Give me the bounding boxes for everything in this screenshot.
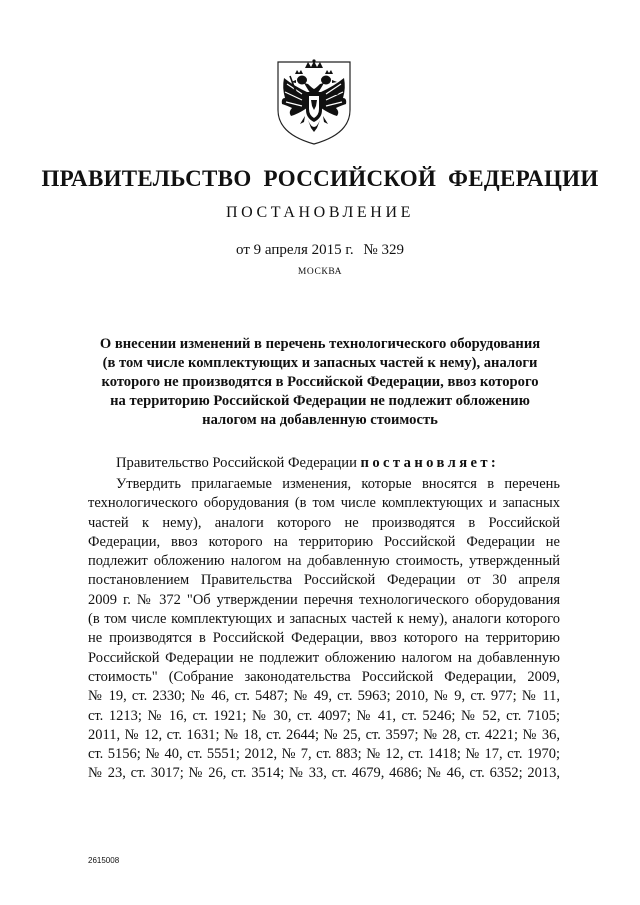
preamble-resolves: постановляет: bbox=[360, 455, 500, 471]
heading-line: О внесении изменений в перечень технологического оборудования bbox=[99, 336, 541, 352]
document-type: ПОСТАНОВЛЕНИЕ bbox=[226, 204, 414, 221]
body-line: 2009 г. № 372 "Об утверждении перечня технологического оборудования bbox=[88, 591, 560, 608]
russian-coat-of-arms-icon bbox=[274, 58, 354, 148]
preamble bbox=[116, 455, 499, 472]
body-line: (в том числе комплектующих и запасных частей к нему), аналоги которого bbox=[88, 611, 560, 628]
body-line: № 23, ст. 3017; № 26, ст. 3514; № 33, ст. 4679, 4686; № 46, ст. 6352; 2013, bbox=[88, 765, 560, 782]
heading-line: налогом на добавленную стоимость bbox=[202, 412, 438, 428]
body-line: технологического оборудования (в том числе комплектующих и запасных bbox=[88, 495, 560, 512]
body-line: постановлением Правительства Российской Федерации от 30 апреля bbox=[88, 572, 560, 589]
document-heading bbox=[70, 335, 570, 430]
body-line: Российской Федерации не подлежит обложению налогом на добавленную bbox=[88, 649, 560, 666]
body-line: 2011, № 12, ст. 1631; № 18, ст. 2644; № 25, ст. 3597; № 28, ст. 4221; № 36, bbox=[88, 726, 560, 743]
body-line: Федерации, ввоз которого на территорию Российской Федерации не bbox=[88, 533, 560, 550]
preamble-text: Правительство Российской Федерации bbox=[116, 455, 357, 471]
heading-line: которого не производятся в Российской Федерации, ввоз которого bbox=[101, 374, 539, 390]
body-line: № 19, ст. 2330; № 46, ст. 5487; № 49, ст. 5963; 2010, № 9, ст. 977; № 11, bbox=[88, 688, 560, 705]
heading-line: на территорию Российской Федерации не подлежит обложению bbox=[110, 393, 530, 409]
body-line: ст. 1213; № 16, ст. 1921; № 30, ст. 4097; № 41, ст. 5246; № 52, ст. 7105; bbox=[88, 707, 560, 724]
body-line: подлежит обложению налогом на добавленную стоимость, утвержденный bbox=[88, 553, 560, 570]
document-body bbox=[88, 475, 560, 784]
body-line: ст. 5156; № 40, ст. 5551; 2012, № 7, ст. 883; № 12, ст. 1418; № 17, ст. 1970; bbox=[88, 746, 560, 763]
body-line: частей к нему), аналоги которого не производятся в Российской bbox=[88, 514, 560, 531]
body-line: не производятся в Российской Федерации, ввоз которого на территорию bbox=[88, 630, 560, 647]
document-date: от 9 апреля 2015 г. bbox=[236, 242, 354, 258]
document-date-line bbox=[0, 242, 640, 259]
body-line: стоимость" (Собрание законодательства Российской Федерации, 2009, bbox=[88, 668, 560, 685]
document-city: МОСКВА bbox=[297, 267, 343, 277]
heading-line: (в том числе комплектующих и запасных частей к нему), аналоги bbox=[102, 355, 538, 371]
document-code: 2615008 bbox=[88, 856, 120, 865]
government-title: ПРАВИТЕЛЬСТВО РОССИЙСКОЙ ФЕДЕРАЦИИ bbox=[41, 166, 599, 191]
document-number: № 329 bbox=[363, 242, 404, 258]
body-line: Утвердить прилагаемые изменения, которые вносятся в перечень bbox=[116, 476, 560, 492]
